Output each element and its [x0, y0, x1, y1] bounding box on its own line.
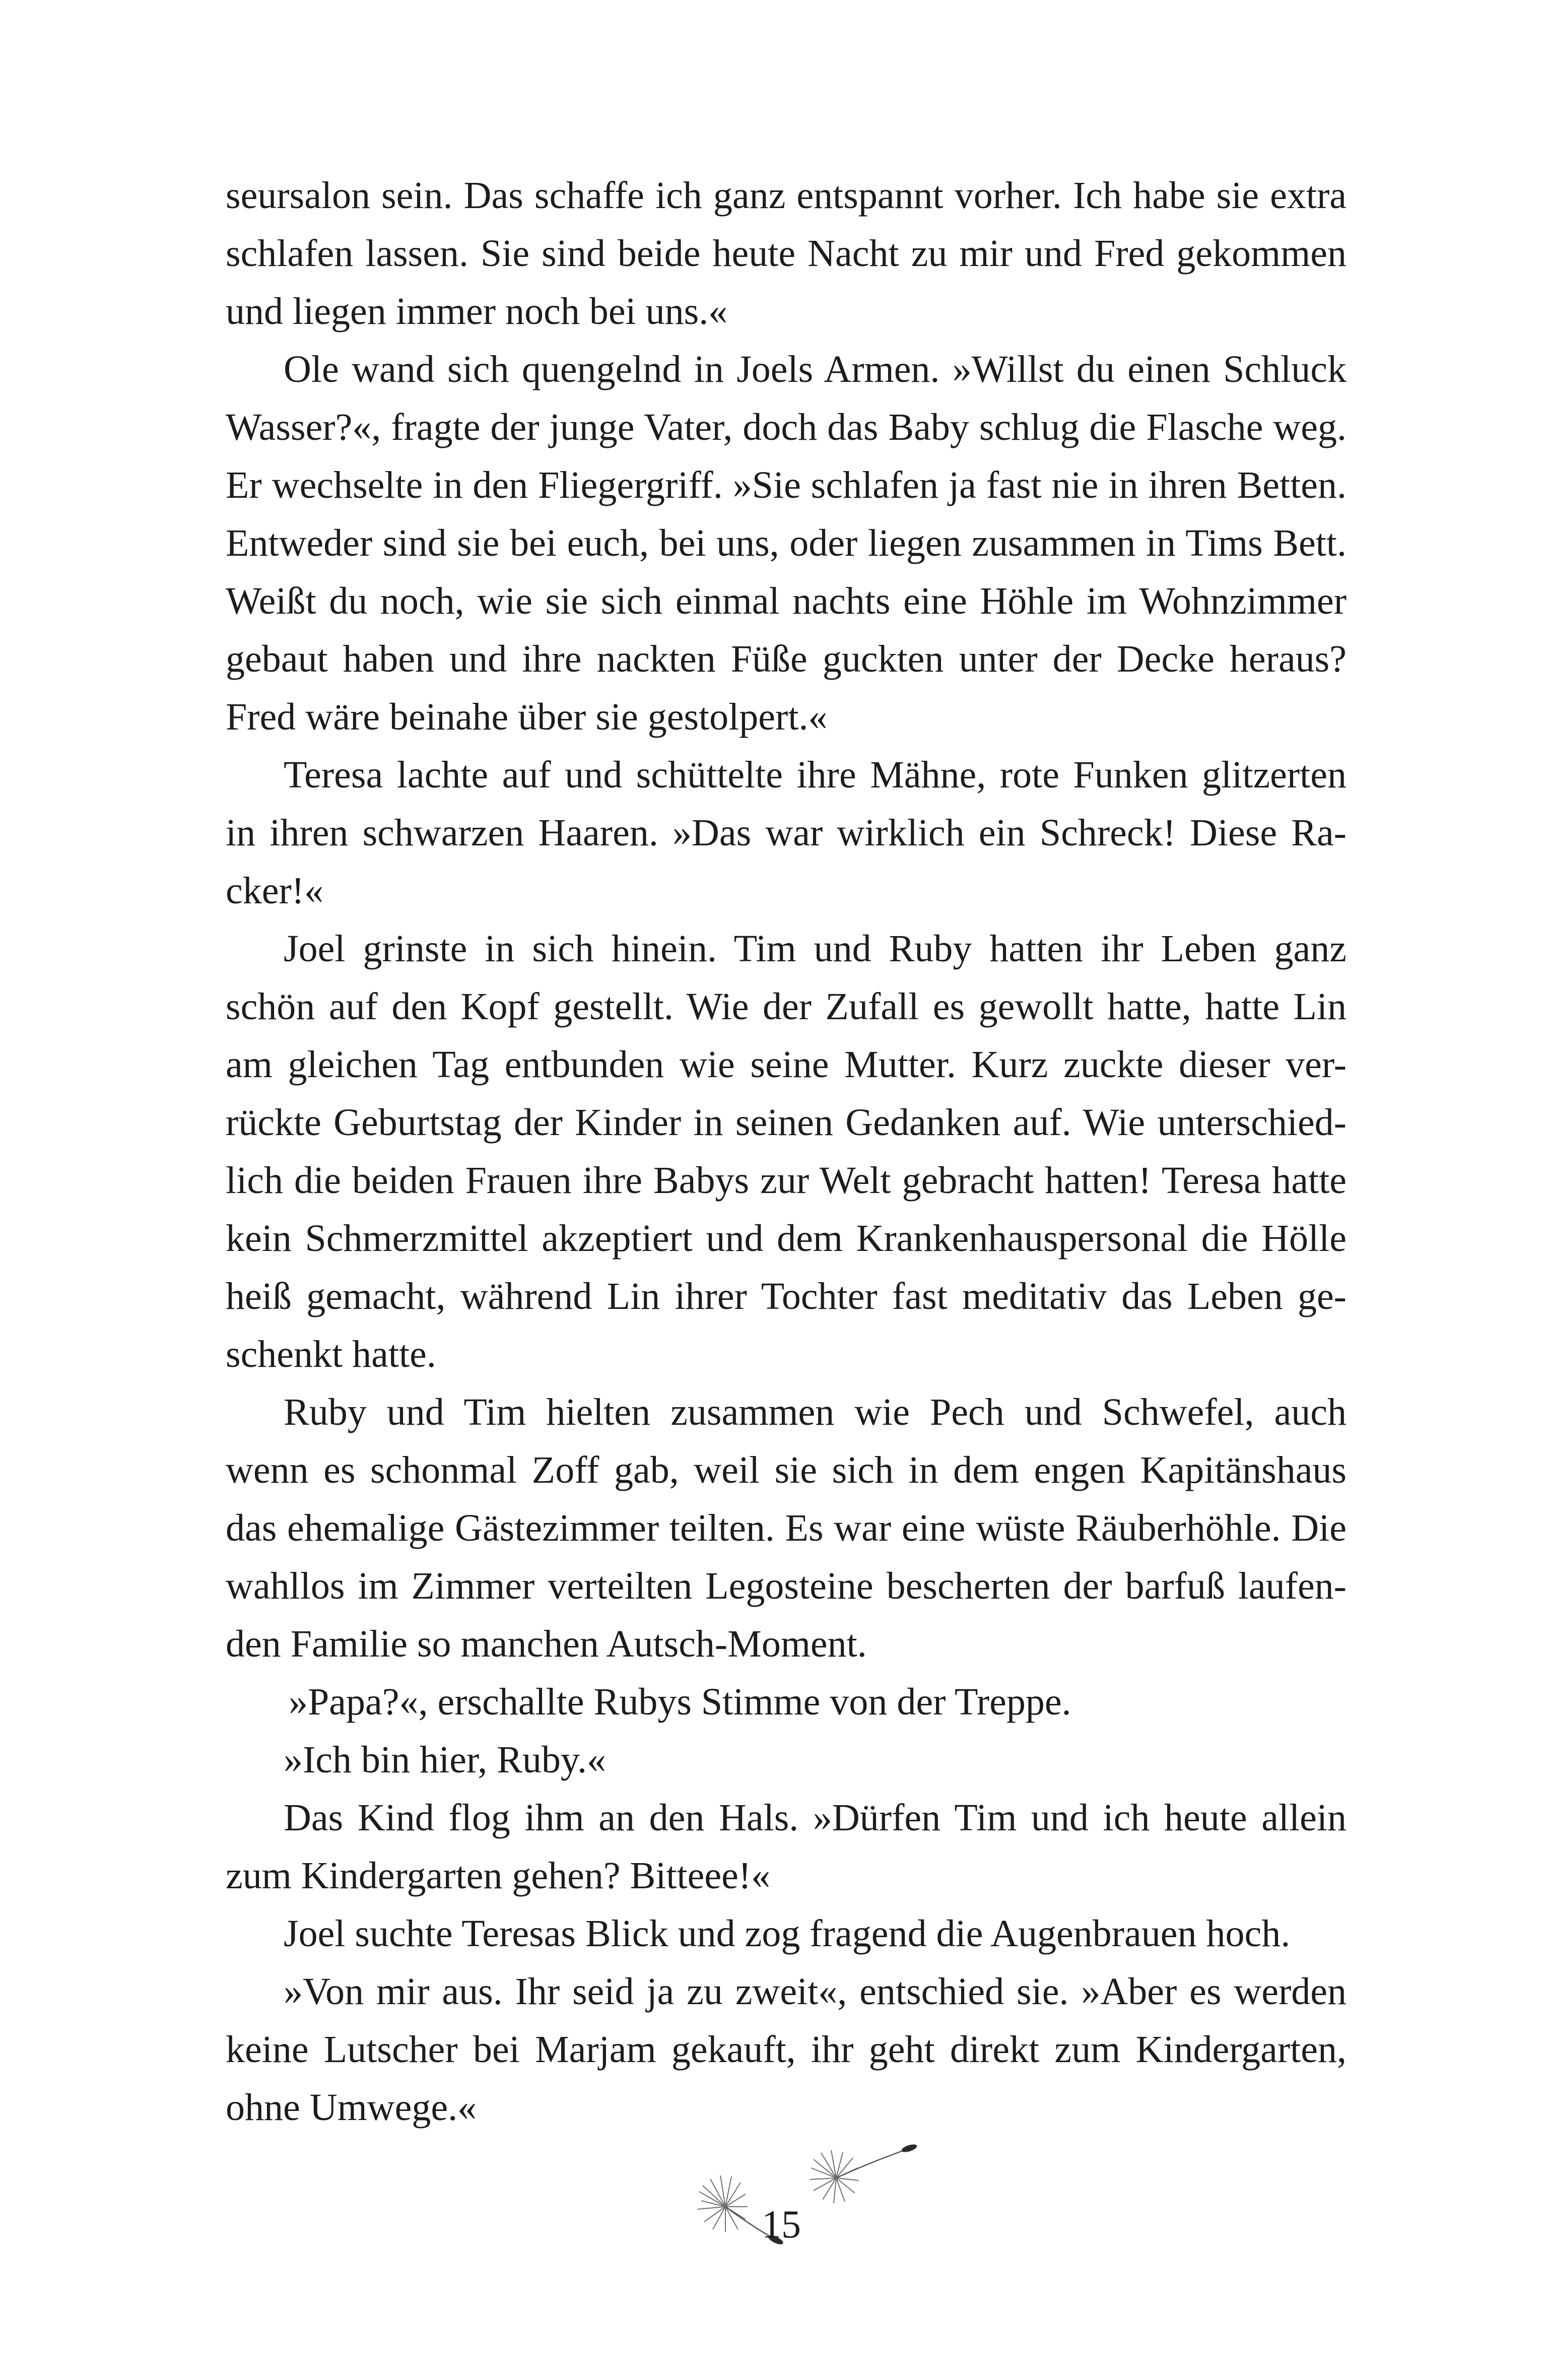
text-line: Fred wäre beinahe über sie gestolpert.«	[226, 696, 828, 738]
text-line: in ihren schwarzen Haaren. »Das war wirklich ein Schreck! Diese Ra-	[226, 812, 1347, 854]
text-line: Das Kind flog ihm an den Hals. »Dürfen Tim und ich heute allein	[284, 1797, 1347, 1839]
text-line: Joel grinste in sich hinein. Tim und Ruby hatten ihr Leben ganz	[284, 928, 1347, 970]
dandelion-seed-icon	[809, 2140, 919, 2213]
text-line: lich die beiden Frauen ihre Babys zur Welt gebracht hatten! Teresa hatte	[226, 1159, 1347, 1202]
text-line: Entweder sind sie bei euch, bei uns, oder liegen zusammen in Tims Bett.	[226, 522, 1347, 564]
text-line: Weißt du noch, wie sie sich einmal nachts eine Höhle im Wohnzimmer	[226, 580, 1347, 622]
text-line: »Papa?«, erschallte Rubys Stimme von der Treppe.	[289, 1681, 1071, 1723]
page-number: 15	[762, 2202, 801, 2246]
text-line: Teresa lachte auf und schüttelte ihre Mähne, rote Funken glitzerten	[284, 754, 1347, 796]
text-line: zum Kindergarten gehen? Bitteee!«	[226, 1855, 771, 1897]
text-line: schlafen lassen. Sie sind beide heute Nacht zu mir und Fred gekommen	[226, 232, 1347, 275]
text-line: keine Lutscher bei Marjam gekauft, ihr geht direkt zum Kindergarten,	[226, 2028, 1347, 2071]
text-line: seursalon sein. Das schaffe ich ganz entspannt vorher. Ich habe sie extra	[226, 174, 1347, 217]
text-line: ohne Umwege.«	[226, 2086, 477, 2129]
text-line: gebaut haben und ihre nackten Füße guckten unter der Decke heraus?	[226, 638, 1347, 680]
text-line: Joel suchte Teresas Blick und zog fragend die Augenbrauen hoch.	[284, 1912, 1291, 1955]
text-line: heiß gemacht, während Lin ihrer Tochter fast meditativ das Leben ge-	[226, 1275, 1347, 1317]
text-line: kein Schmerzmittel akzeptiert und dem Krankenhauspersonal die Hölle	[226, 1217, 1347, 1260]
text-line: schön auf den Kopf gestellt. Wie der Zufall es gewollt hatte, hatte Lin	[226, 985, 1347, 1028]
text-line: wenn es schonmal Zoff gab, weil sie sich in dem engen Kapitänshaus	[226, 1449, 1347, 1491]
text-line: rückte Geburtstag der Kinder in seinen Gedanken auf. Wie unterschied-	[226, 1101, 1347, 1144]
text-line: »Ich bin hier, Ruby.«	[284, 1739, 607, 1781]
text-line: Wasser?«, fragte der junge Vater, doch das Baby schlug die Flasche weg.	[226, 406, 1347, 448]
text-line: und liegen immer noch bei uns.«	[226, 290, 728, 333]
text-line: das ehemalige Gästezimmer teilten. Es war eine wüste Räuberhöhle. Die	[226, 1507, 1347, 1549]
text-line: »Von mir aus. Ihr seid ja zu zweit«, entschied sie. »Aber es werden	[284, 1970, 1347, 2013]
text-line: Ruby und Tim hielten zusammen wie Pech und Schwefel, auch	[284, 1391, 1347, 1433]
text-line: am gleichen Tag entbunden wie seine Mutter. Kurz zuckte dieser ver-	[226, 1043, 1347, 1086]
text-line: cker!«	[226, 870, 324, 912]
text-line: den Familie so manchen Autsch-Moment.	[226, 1623, 867, 1665]
text-line: Ole wand sich quengelnd in Joels Armen. »Willst du einen Schluck	[284, 348, 1347, 390]
text-line: wahllos im Zimmer verteilten Legosteine bescherten der barfuß laufen-	[226, 1565, 1347, 1607]
text-line: Er wechselte in den Fliegergriff. »Sie schlafen ja fast nie in ihren Betten.	[226, 464, 1347, 506]
text-line: schenkt hatte.	[226, 1333, 436, 1375]
